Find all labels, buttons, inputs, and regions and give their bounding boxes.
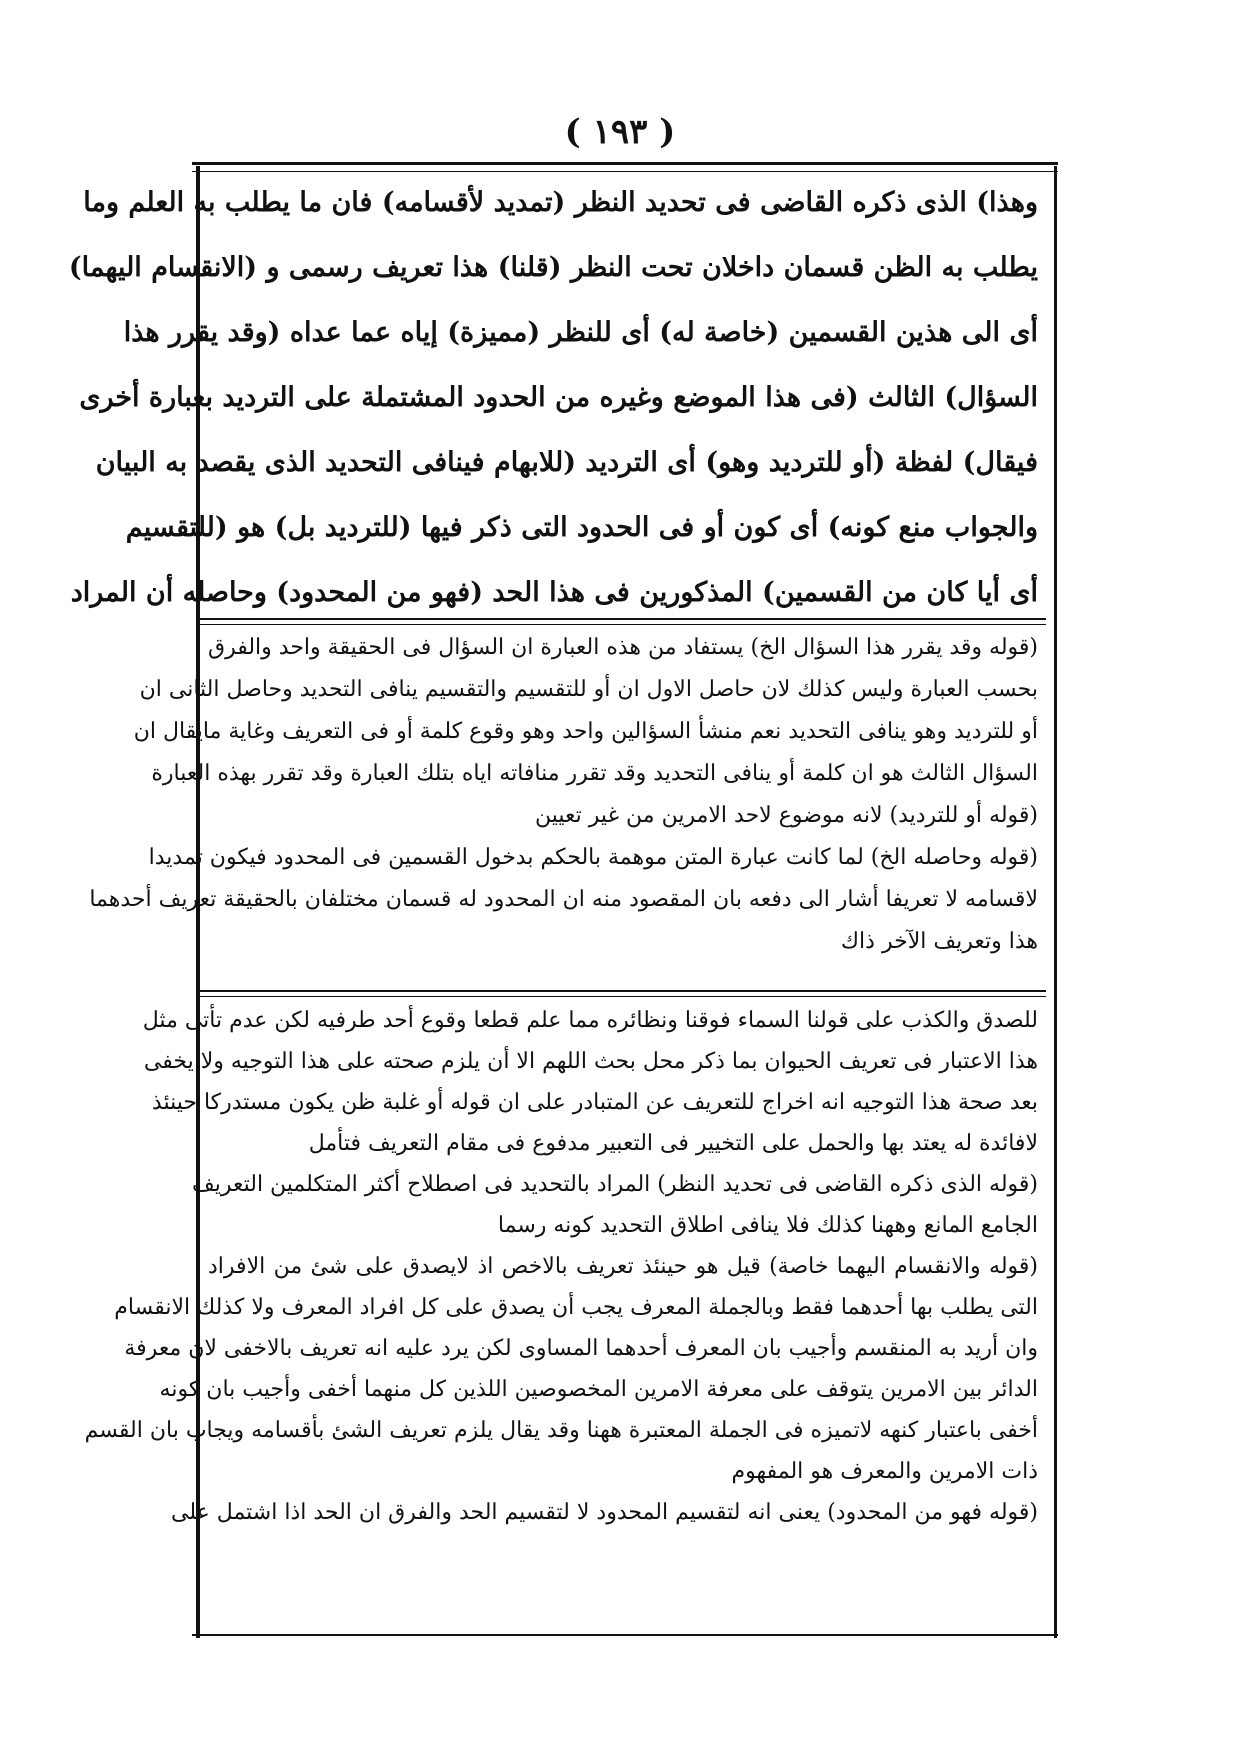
commentary-line: للصدق والكذب على قولنا السماء فوقنا ونظائره مما علم قطعا وقوع أحد طرفيه لكن عدم تأتى مثل <box>142 1008 1038 1033</box>
commentary-line: وان أريد به المنقسم وأجيب بان المعرف أحدهما المساوى لكن يرد عليه انه تعريف بالاخفى لان معرفة <box>124 1336 1038 1361</box>
page-number: ( ١٩٣ ) <box>564 112 676 152</box>
main-text-line: أى الى هذين القسمين (خاصة له) أى للنظر (مميزة) إياه عما عداه (وقد يقرر هذا <box>123 317 1038 348</box>
commentary-line: (قوله فهو من المحدود) يعنى انه لتقسيم المحدود لا لتقسيم الحد والفرق ان الحد اذا اشتمل على <box>171 1500 1038 1525</box>
commentary-line: بعد صحة هذا التوجيه انه اخراج للتعريف عن المتبادر على ان قوله أو غلبة ظن يكون مستدركا حينئذ <box>151 1090 1038 1115</box>
commentary-line: بحسب العبارة وليس كذلك لان حاصل الاول ان أو للتقسيم والتقسيم ينافى التحديد وحاصل الثانى ان <box>139 677 1038 702</box>
main-text-line: فيقال) لفظة (أو للترديد وهو) أى الترديد (للابهام فينافى التحديد الذى يقصد به البيان <box>95 447 1038 478</box>
main-text-line: وهذا) الذى ذكره القاضى فى تحديد النظر (تمديد لأقسامه) فان ما يطلب به العلم وما <box>83 187 1038 218</box>
commentary-line: لاقسامه لا تعريفا أشار الى دفعه بان المقصود منه ان المحدود له قسمان مختلفان بالحقيقة تعريف أحدهما <box>89 887 1038 912</box>
commentary-line: لافائدة له يعتد بها والحمل على التخيير فى التعبير مدفوع فى مقام التعريف فتأمل <box>308 1131 1038 1156</box>
section-divider <box>200 990 1046 997</box>
main-text-line: يطلب به الظن قسمان داخلان تحت النظر (قلنا) هذا تعريف رسمى و (الانقسام اليهما) <box>68 252 1038 283</box>
commentary-line: أو للترديد وهو ينافى التحديد نعم منشأ السؤالين واحد وهو وقوع كلمة أو فى التعريف وغاية مايقال ان <box>133 719 1038 744</box>
commentary-line: الدائر بين الامرين يتوقف على معرفة الامرين المخصوصين اللذين كل منهما أخفى وأجيب بان كونه <box>159 1377 1038 1402</box>
main-text <box>68 170 1038 625</box>
commentary-line: هذا وتعريف الآخر ذاك <box>840 929 1038 954</box>
commentary-line: (قوله وقد يقرر هذا السؤال الخ) يستفاد من هذه العبارة ان السؤال فى الحقيقة واحد والفرق <box>208 635 1038 660</box>
commentary-line: السؤال الثالث هو ان كلمة أو ينافى التحديد وقد تقرر منافاته اياه بتلك العبارة وقد تقرر بهذه العبارة <box>151 761 1038 786</box>
commentary-line: (قوله الذى ذكره القاضى فى تحديد النظر) المراد بالتحديد فى اصطلاح أكثر المتكلمين التعريف <box>191 1172 1038 1197</box>
commentary-line: ذات الامرين والمعرف هو المفهوم <box>731 1459 1038 1484</box>
commentary-line: الجامع المانع وههنا كذلك فلا ينافى اطلاق التحديد كونه رسما <box>497 1213 1038 1238</box>
commentary-line: (قوله والانقسام اليهما خاصة) قيل هو حينئذ تعريف بالاخص اذ لايصدق على شئ من الافراد <box>208 1254 1038 1279</box>
commentary-line: أخفى باعتبار كنهه لاتميزه فى الجملة المعتبرة ههنا وقد يقال يلزم تعريف الشئ بأقسامه ويجاب بان القسم <box>84 1418 1038 1443</box>
commentary-section-1 <box>89 627 1038 963</box>
main-text-line: والجواب منع كونه) أى كون أو فى الحدود التى ذكر فيها (للترديد بل) هو (للتقسيم <box>125 512 1038 543</box>
main-text-line: السؤال) الثالث (فى هذا الموضع وغيره من الحدود المشتملة على الترديد بعبارة أخرى <box>79 382 1038 413</box>
commentary-line: (قوله أو للترديد) لانه موضوع لاحد الامرين من غير تعيين <box>535 803 1038 828</box>
commentary-section-2 <box>84 1000 1038 1533</box>
commentary-line: هذا الاعتبار فى تعريف الحيوان بما ذكر محل بحث اللهم الا أن يلزم صحته على هذا التوجيه ولا يخفى <box>143 1049 1038 1074</box>
main-text-line: أى أيا كان من القسمين) المذكورين فى هذا الحد (فهو من المحدود) وحاصله أن المراد <box>70 577 1038 608</box>
commentary-line: (قوله وحاصله الخ) لما كانت عبارة المتن موهمة بالحكم بدخول القسمين فى المحدود فيكون تمديدا <box>148 845 1038 870</box>
section-divider <box>200 618 1046 625</box>
frame-bottom-border <box>192 1634 1058 1636</box>
commentary-line: التى يطلب بها أحدهما فقط وبالجملة المعرف يجب أن يصدق على كل افراد المعرف ولا كذلك الانقسام <box>114 1295 1038 1320</box>
